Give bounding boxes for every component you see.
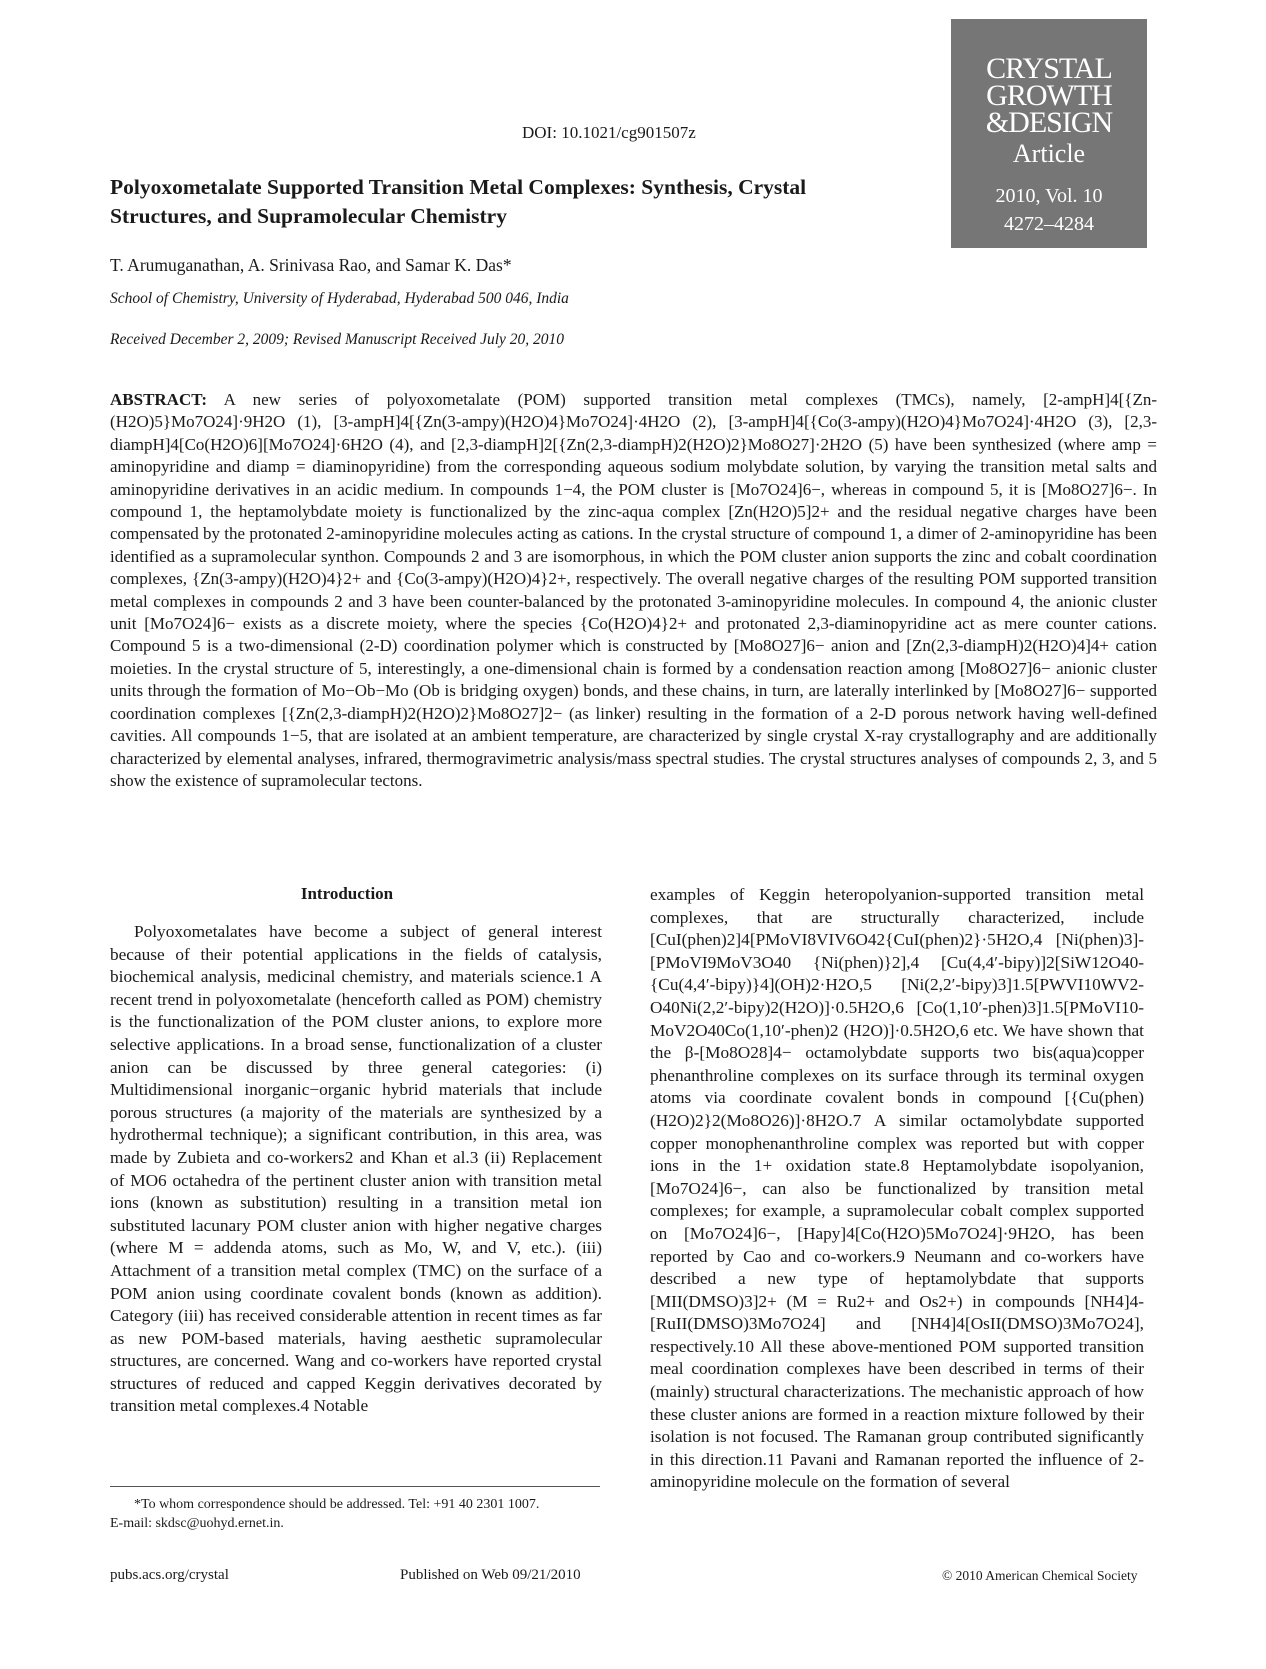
footnote-divider	[110, 1486, 600, 1487]
column-left	[110, 921, 602, 1418]
intro-paragraph-right: examples of Keggin heteropolyanion-supported transition metal complexes, that are structurally characterized, include [CuI(phen)2]4[PMoVI8VIV6O42{CuI(phen)2}·5H2O,4 [Ni(phen)3]-[PMoVI9MoV3O40 {Ni(phen)}2],4 [Cu(4,4′-bipy)]2[SiW12O40-{Cu(4,4′-bipy)}4](OH)2·H2O,5 [Ni(2,2′-bipy)3]1.5[PWVI10WV2-O40Ni(2,2′-bipy)2(H2O)]·0.5H2O,6 [Co(1,10′-phen)3]1.5[PMoVI10-MoV2O40Co(1,10′-phen)2 (H2O)]·0.5H2O,6 etc. We have shown that the β-[Mo8O28]4− octamolybdate supports two bis(aqua)copper phenanthroline complexes on its surface through its terminal oxygen atoms via coordinate covalent bonds in compound [{Cu(phen)(H2O)2}2(Mo8O26)]·8H2O.7 A similar octamolybdate supported copper monophenanthroline complex was reported but with copper ions in the 1+ oxidation state.8 Heptamolybdate isopolyanion, [Mo7O24]6−, can also be functionalized by transition metal complexes; for example, a supramolecular cobalt complex supported on [Mo7O24]6−, [Hapy]4[Co(H2O)5Mo7O24]·9H2O, has been reported by Cao and co-workers.9 Neumann and co-workers have described a new type of heptamolybdate that supports [MII(DMSO)3]2+ (M = Ru2+ and Os2+) in compounds [NH4]4-[RuII(DMSO)3Mo7O24] and [NH4]4[OsII(DMSO)3Mo7O24], respectively.10 All these above-mentioned POM supported transition meal coordination complexes have been described in terms of their (mainly) structural characterizations. The mechanistic approach of how these cluster anions are formed in a reaction mixture followed by their isolation is not focused. The Ramanan group contributed significantly in this direction.11 Pavani and Ramanan reported the influence of 2-aminopyridine molecule on the formation of several	[650, 885, 1144, 1492]
journal-pages: 4272–4284	[1004, 213, 1094, 235]
journal-name-line2: GROWTH	[986, 79, 1112, 112]
article-type: Article	[1012, 139, 1086, 168]
column-right	[650, 884, 1144, 1494]
affiliation: School of Chemistry, University of Hyderabad, Hyderabad 500 046, India	[110, 290, 569, 307]
journal-badge	[951, 19, 1147, 248]
journal-name-line1: CRYSTAL	[986, 52, 1112, 85]
authors: T. Arumuganathan, A. Srinivasa Rao, and Samar K. Das*	[110, 255, 512, 275]
footnote-line-1: *To whom correspondence should be addressed. Tel: +91 40 2301 1007.	[134, 1497, 540, 1512]
section-heading-introduction: Introduction	[300, 884, 394, 903]
abstract-text: A new series of polyoxometalate (POM) supported transition metal complexes (TMCs), namely, [2-ampH]4[{Zn-(H2O)5}Mo7O24]·9H2O (1), [3-ampH]4[{Zn(3-ampy)(H2O)4}Mo7O24]·4H2O (2), [3-ampH]4[{Co(3-ampy)(H2O)4}Mo7O24]·4H2O (3), [2,3-diampH]4[Co(H2O)6][Mo7O24]·6H2O (4), and [2,3-diampH]2[{Zn(2,3-diampH)2(H2O)2}Mo8O27]·2H2O (5) have been synthesized (where amp = aminopyridine and diamp = diaminopyridine) from the corresponding aqueous sodium molybdate solution, by varying the transition metal salts and aminopyridine derivatives in an acidic medium. In compounds 1−4, the POM cluster is [Mo7O24]6−, whereas in compound 5, it is [Mo8O27]6−. In compound 1, the heptamolybdate moiety is functionalized by the zinc-aqua complex [Zn(H2O)5]2+ and the residual negative charges have been compensated by the protonated 2-aminopyridine molecules acting as cations. In the crystal structure of compound 1, a dimer of 2-aminopyridine has been identified as a supramolecular synthon. Compounds 2 and 3 are isomorphous, in which the POM cluster anion supports the zinc and cobalt coordination complexes, {Zn(3-ampy)(H2O)4}2+ and {Co(3-ampy)(H2O)4}2+, respectively. The overall negative charges of the resulting POM supported transition metal complexes in compounds 2 and 3 have been counter-balanced by the protonated 3-aminopyridine molecules. In compound 4, the anionic cluster unit [Mo7O24]6− exists as a discrete moiety, where the species {Co(H2O)4}2+ and protonated 2,3-diaminopyridine act as mere counter cations. Compound 5 is a two-dimensional (2-D) coordination polymer which is constructed by [Mo8O27]6− anion and [Zn(2,3-diampH)2(H2O)4]4+ cation moieties. In the crystal structure of 5, interestingly, a one-dimensional chain is formed by a condensation reaction among [Mo8O27]6− anionic cluster units through the formation of Mo−Ob−Mo (Ob is bridging oxygen) bonds, and these chains, in turn, are laterally interlinked by [Mo8O27]6− supported coordination complexes [{Zn(2,3-diampH)2(H2O)2}Mo8O27]2− (as linker) resulting in the formation of a 2-D porous network having well-defined cavities. All compounds 1−5, that are isolated at an ambient temperature, are characterized by single crystal X-ray crystallography and are additionally characterized by elemental analyses, infrared, thermogravimetric analysis/mass spectral studies. The crystal structures analyses of compounds 2, 3, and 5 show the existence of supramolecular tectons.	[110, 390, 1157, 790]
correspondence-footnote	[110, 1495, 600, 1533]
footer-copyright: © 2010 American Chemical Society	[942, 1568, 1138, 1583]
footer-journal-url[interactable]: pubs.acs.org/crystal	[110, 1567, 229, 1583]
footnote-email[interactable]: E-mail: skdsc@uohyd.ernet.in.	[110, 1516, 284, 1531]
article-title: Polyoxometalate Supported Transition Metal Complexes: Synthesis, Crystal Structures, and Supramolecular Chemistry	[110, 175, 807, 228]
doi[interactable]: DOI: 10.1021/cg901507z	[522, 123, 696, 142]
abstract	[110, 389, 1157, 792]
journal-name-line3: &DESIGN	[985, 106, 1113, 139]
footer-published-date: Published on Web 09/21/2010	[400, 1567, 581, 1583]
abstract-label: ABSTRACT:	[110, 390, 207, 409]
received-dates: Received December 2, 2009; Revised Manuscript Received July 20, 2010	[110, 331, 565, 348]
intro-paragraph-left: Polyoxometalates have become a subject of general interest because of their potential applications in the fields of catalysis, biochemical analysis, medicinal chemistry, and materials science.1 A recent trend in polyoxometalate (henceforth called as POM) chemistry is the functionalization of the POM cluster anions, to explore more selective applications. In a broad sense, functionalization of a cluster anion can be discussed by three general categories: (i) Multidimensional inorganic−organic hybrid materials that include porous structures (a majority of the materials are synthesized by a hydrothermal technique); a significant contribution, in this area, was made by Zubieta and co-workers2 and Khan et al.3 (ii) Replacement of MO6 octahedra of the pertinent cluster anion with transition metal ions (known as substitution) resulting in a transition metal ion substituted lacunary POM cluster anion with higher negative charges (where M = addenda atoms, such as Mo, W, and V, etc.). (iii) Attachment of a transition metal complex (TMC) on the surface of a POM anion using coordinate covalent bonds (known as addition). Category (iii) has received considerable attention in recent times as far as new POM-based materials, having aesthetic supramolecular structures, are concerned. Wang and co-workers have reported crystal structures of reduced and capped Keggin derivatives decorated by transition metal complexes.4 Notable	[110, 922, 602, 1416]
journal-volume: 2010, Vol. 10	[995, 185, 1103, 207]
